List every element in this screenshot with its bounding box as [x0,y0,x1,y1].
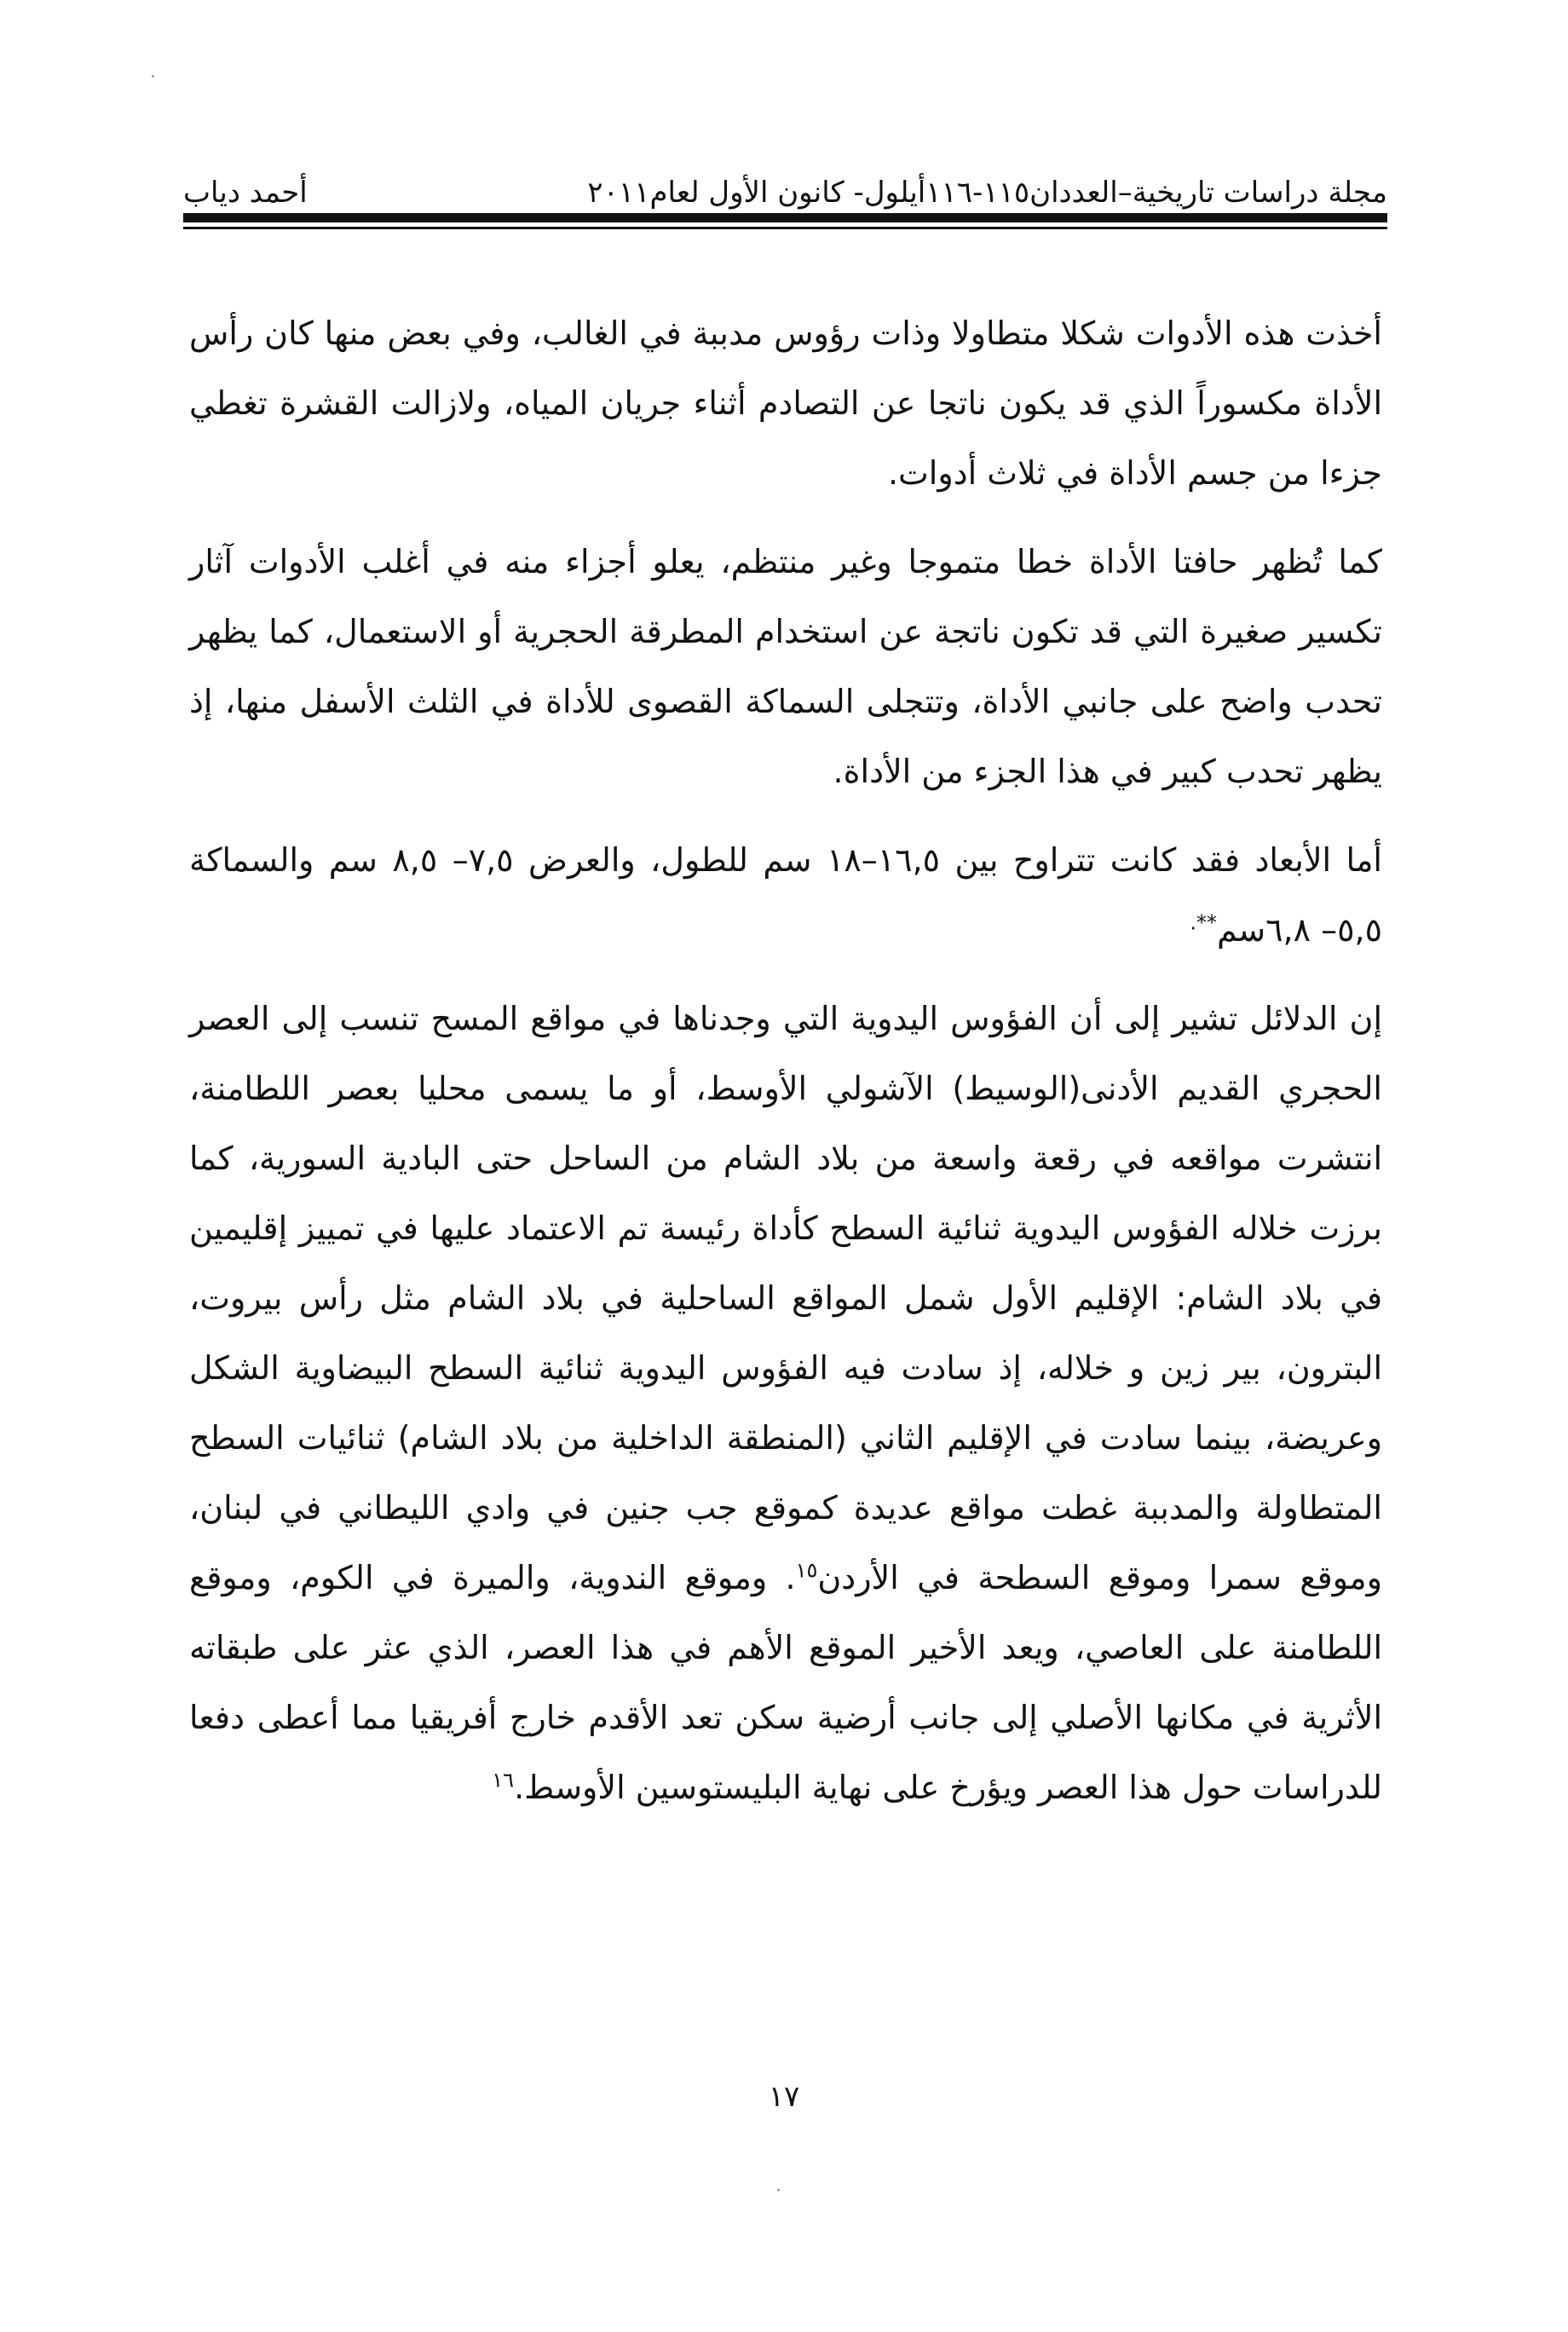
footnote-ref-15: ١٥ [795,1558,818,1583]
paragraph-3-text: أما الأبعاد فقد كانت تتراوح بين ١٦,٥–١٨ سم للطول، والعرض ٧,٥– ٨,٥ سم والسماكة ٥,٥– ٦,٨سم [189,841,1382,949]
paragraph-2-text: كما تُظهر حافتا الأداة خطا متموجا وغير منتظم، يعلو أجزاء منه في أغلب الأدوات آثار تكسير صغيرة التي قد تكون ناتجة عن استخدام المطرقة الحجرية أو الاستعمال، كما يظهر تحدب واضح على جانبي الأداة، وتتجلى السماكة القصوى للأداة في الثلث الأسفل منها، إذ يظهر تحدب كبير في هذا الجزء من الأداة. [189,543,1382,790]
paragraph-1 [189,298,1382,508]
header-rule-thin [183,227,1387,229]
paragraph-3 [189,825,1382,965]
author-name: أحمد دياب [183,176,308,210]
header-rule-thick [183,213,1387,222]
paragraph-2 [189,527,1382,806]
paragraph-4 [189,984,1382,1822]
paragraph-4-continuation: . وموقع الندوية، والميرة في الكوم، وموقع اللطامنة على العاصي، ويعد الأخير الموقع الأهم في هذا العصر، الذي عثر على طبقاته الأثرية في مكانها الأصلي إلى جانب أرضية سكن تعد الأقدم خارج أفريقيا مما أعطى دفعا للدراسات حول هذا العصر ويؤرخ على نهاية البليستوسين الأوسط. [189,1559,1382,1806]
scan-speck-bottom [777,2189,780,2191]
journal-citation: مجلة دراسات تاريخية–العددان١١٥-١١٦أيلول- كانون الأول لعام٢٠١١ [587,176,1387,210]
footnote-mark-stars: **. [1190,910,1217,935]
body-text [189,298,1382,1841]
footnote-ref-16: ١٦ [492,1768,515,1792]
page-number: ١٧ [768,2080,800,2114]
paragraph-1-text: أخذت هذه الأدوات شكلا متطاولا وذات رؤوس مدببة في الغالب، وفي بعض منها كان رأس الأداة مكسوراً الذي قد يكون ناتجا عن التصادم أثناء جريان المياه، ولازالت القشرة تغطي جزءا من جسم الأداة في ثلاث أدوات. [189,315,1382,492]
running-header [183,167,1387,210]
scan-speck-top [152,75,154,78]
paragraph-4-text: إن الدلائل تشير إلى أن الفؤوس اليدوية التي وجدناها في مواقع المسح تنسب إلى العصر الحجري القديم الأدنى(الوسيط) الآشولي الأوسط، أو ما يسمى محليا بعصر اللطامنة، انتشرت مواقعه في رقعة واسعة من بلاد الشام من الساحل حتى البادية السورية، كما برزت خلاله الفؤوس اليدوية ثنائية السطح كأداة رئيسة تم الاعتماد عليها في تمييز إقليمين في بلاد الشام: الإقليم الأول شمل المواقع الساحلية في بلاد الشام مثل رأس بيروت، البترون، بير زين و خلاله، إذ سادت فيه الفؤوس اليدوية ثنائية السطح البيضاوية الشكل وعريضة، بينما سادت في الإقليم الثاني (المنطقة الداخلية من بلاد الشام) ثنائيات السطح المتطاولة والمدببة غطت مواقع عديدة كموقع جب جنين في وادي الليطاني في لبنان، وموقع سمرا وموقع السطحة في الأردن [189,1000,1382,1596]
